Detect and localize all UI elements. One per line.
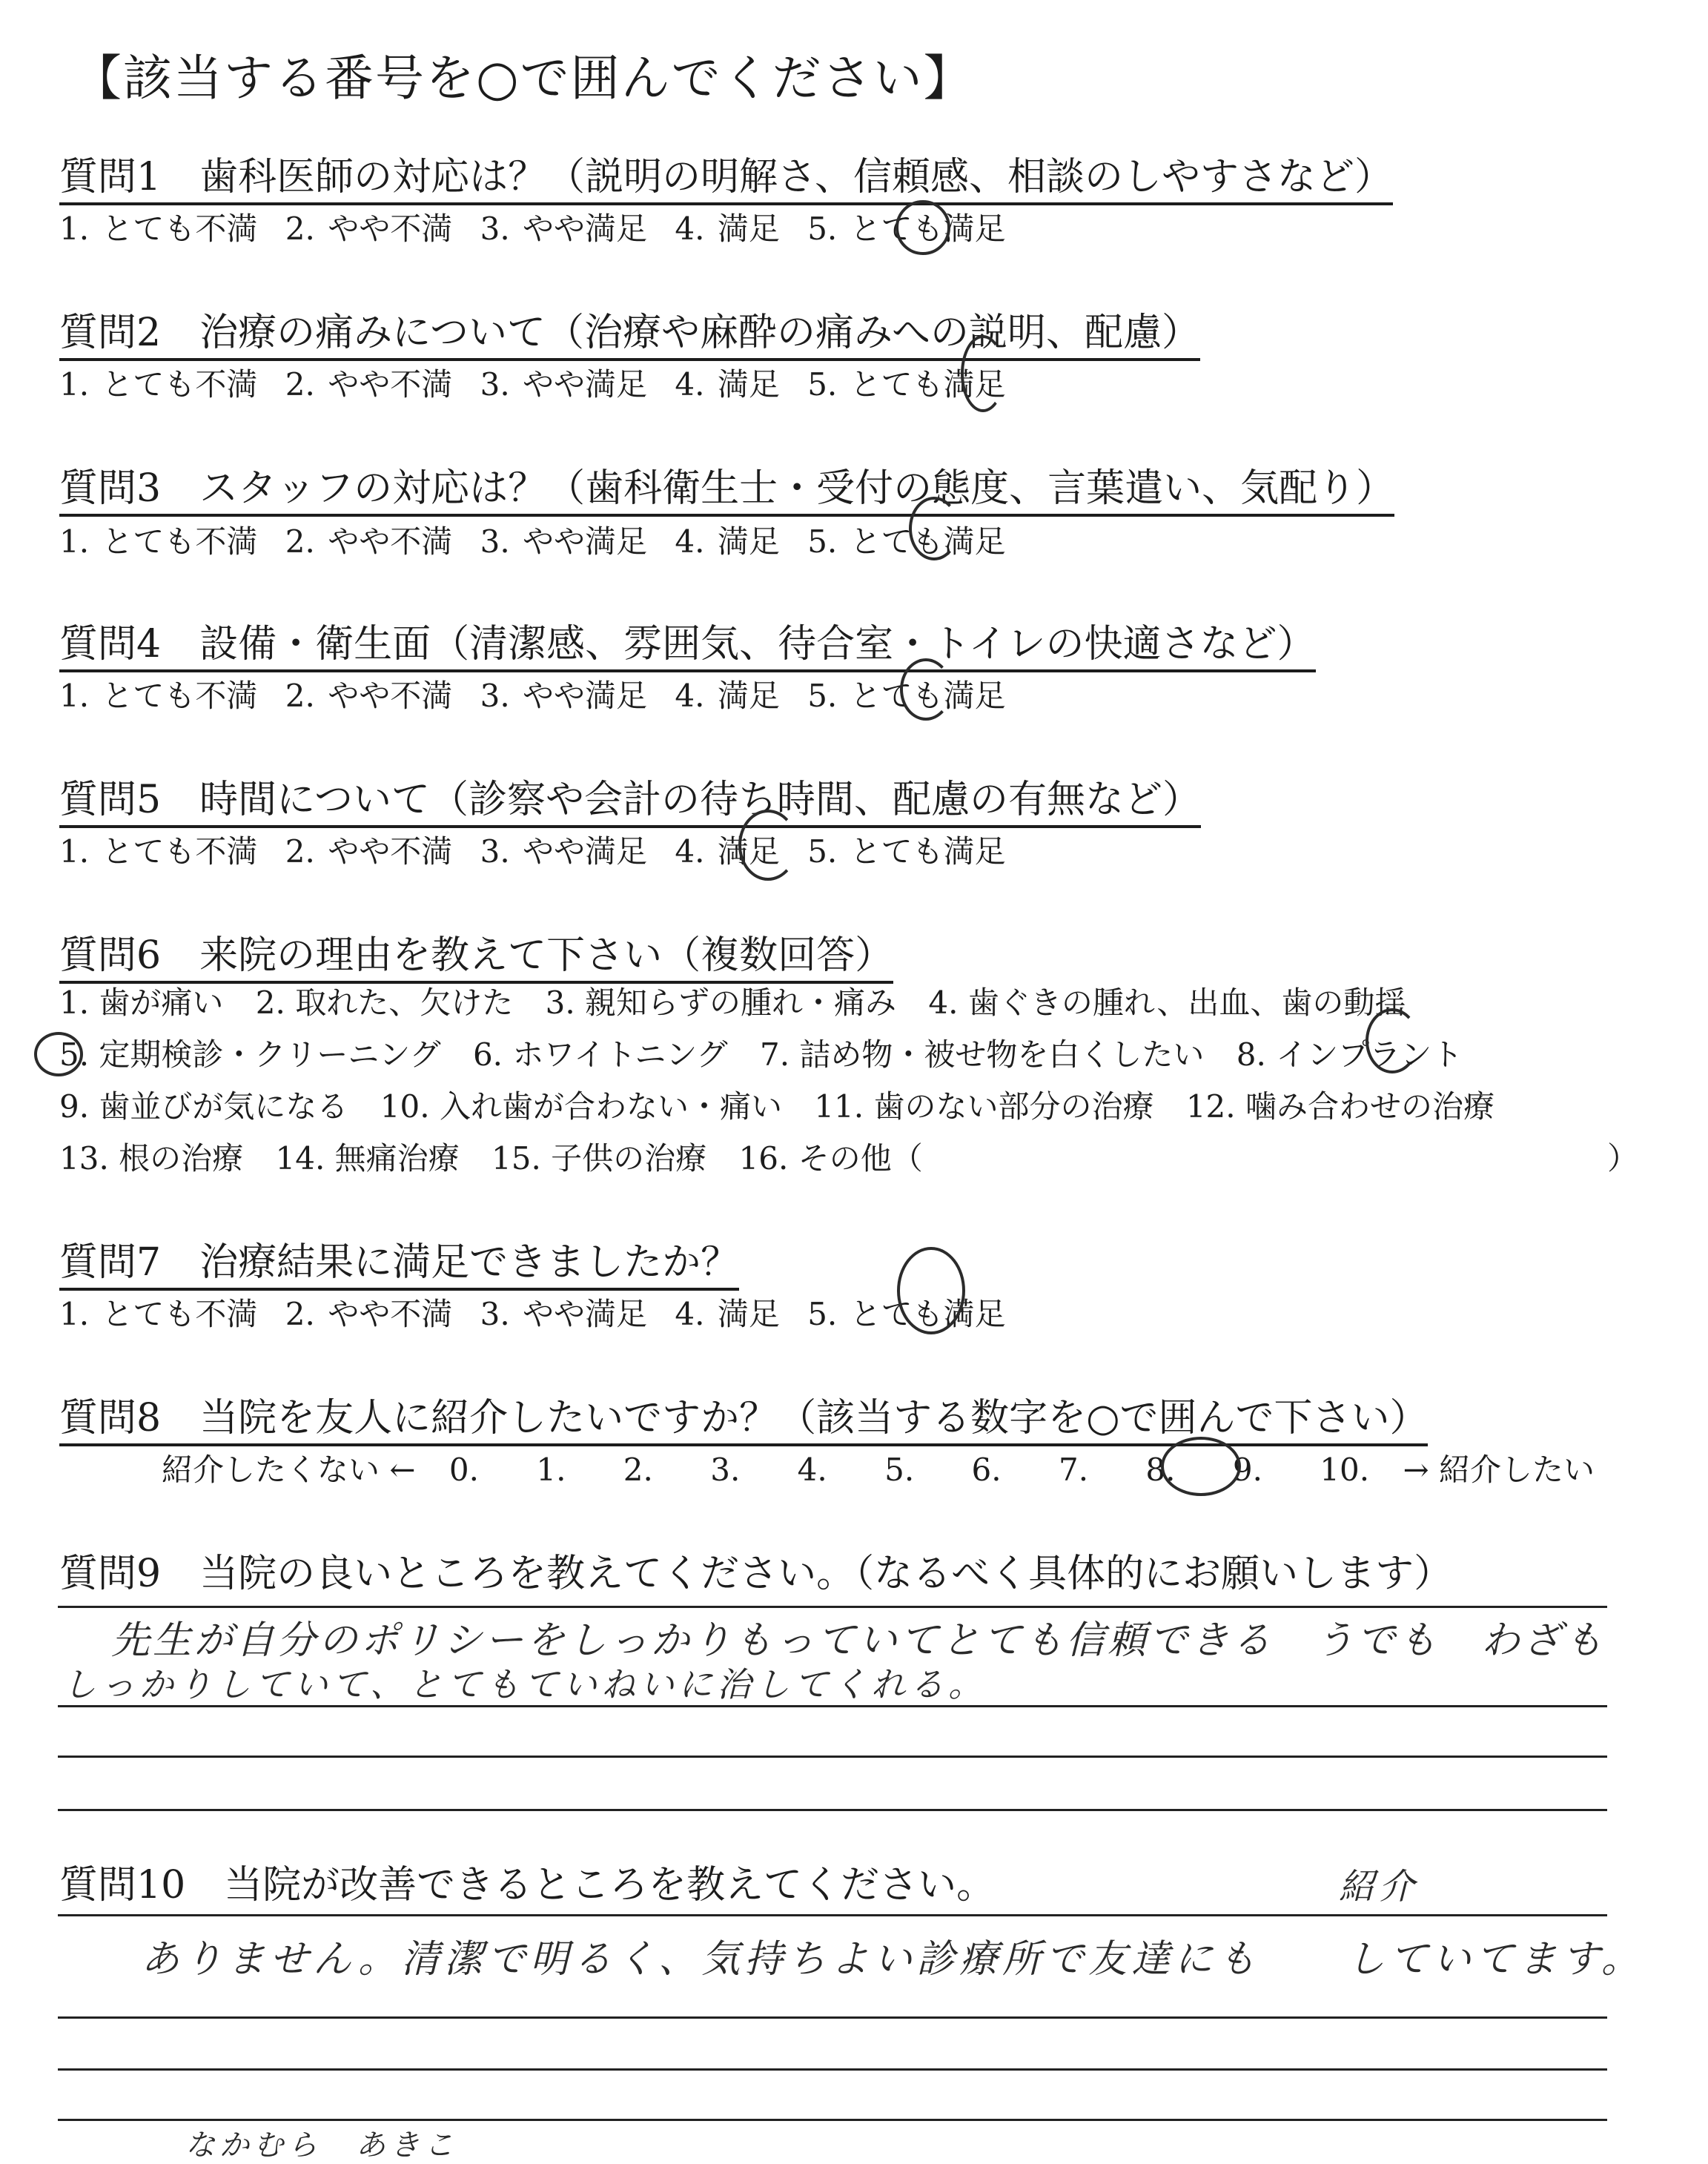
question-5-options [59,827,1021,872]
q6-option-1[interactable]: 1. 歯が痛い [59,985,224,1021]
q2-option-4[interactable]: 4. 満足 [675,366,780,403]
q6-option-8[interactable]: 8. インプラント [1236,1036,1463,1073]
q2-option-2[interactable]: 2. やや不満 [285,366,453,403]
q6-option-9[interactable]: 9. 歯並びが気になる [59,1088,348,1125]
q4-option-2[interactable]: 2. やや不満 [285,678,453,714]
q3-option-2[interactable]: 2. やや不満 [285,523,453,560]
q7-option-5[interactable]: 5. とても満足 [807,1296,1006,1332]
question-1-options [59,205,1021,249]
q5-option-1[interactable]: 1. とても不満 [59,833,258,870]
q6-row-2 [59,1030,1485,1075]
question-9-label: 質問9 当院の良いところを教えてください。（なるべく具体的にお願いします） [59,1552,1453,1596]
q6-other-close-paren: ） [1607,1140,1639,1177]
question-1-label: 質問1 歯科医師の対応は？（説明の明解さ、信頼感、相談のしやすさなど） [59,145,1393,205]
q8-score-5[interactable]: 5. [884,1452,915,1488]
q8-left-label: 紹介したくない ← [162,1452,416,1488]
q6-option-12[interactable]: 12. 噛み合わせの治療 [1185,1088,1494,1125]
q10-insertion-note: 紹介 [1339,1866,1420,1907]
question-2-label: 質問2 治療の痛みについて（治療や麻酔の痛みへの説明、配慮） [59,301,1200,361]
q2-option-3[interactable]: 3. やや満足 [480,366,648,403]
q6-option-14[interactable]: 14. 無痛治療 [275,1140,460,1177]
q5-option-4[interactable]: 4. 満足 [675,833,780,870]
q6-row-4 [59,1134,945,1179]
q1-option-2[interactable]: 2. やや不満 [285,211,453,247]
q9-answer-line-2[interactable]: しっかりしていて、とてもていねいに治してくれる。 [62,1664,987,1704]
q8-score-1[interactable]: 1. [536,1452,566,1488]
q8-score-6[interactable]: 6. [971,1452,1002,1488]
q6-option-6[interactable]: 6. ホワイトニング [472,1036,728,1073]
q8-score-8[interactable]: 8. [1145,1452,1176,1488]
question-5-label: 質問5 時間について（診察や会計の待ち時間、配慮の有無など） [59,768,1201,828]
q6-option-5[interactable]: 5. 定期検診・クリーニング [59,1036,441,1073]
q10-answer-line-1[interactable]: ありません。清潔で明るく、気持ちよい診療所で友達にも していてます。 [141,1937,1644,1982]
q6-row-3 [59,1082,1517,1127]
footer-handwritten-name: なかむら あきこ [185,2128,458,2163]
q3-option-1[interactable]: 1. とても不満 [59,523,258,560]
q4-option-3[interactable]: 3. やや満足 [480,678,648,714]
q1-option-4[interactable]: 4. 満足 [675,211,780,247]
q1-option-1[interactable]: 1. とても不満 [59,211,258,247]
q9-line-4 [58,1809,1607,1811]
question-6-label: 質問6 来院の理由を教えて下さい（複数回答） [59,924,893,984]
q6-option-13[interactable]: 13. 根の治療 [59,1140,244,1177]
q5-option-3[interactable]: 3. やや満足 [480,833,648,870]
q6-option-10[interactable]: 10. 入れ歯が合わない・痛い [380,1088,782,1125]
q8-score-3[interactable]: 3. [710,1452,741,1488]
q7-option-3[interactable]: 3. やや満足 [480,1296,648,1332]
q8-score-2[interactable]: 2. [623,1452,653,1488]
q9-answer-line-1[interactable]: 先生が自分のポリシーをしっかりもっていてとても信頼できる うでも わざも [111,1618,1606,1663]
question-2-options [59,360,1021,405]
q4-option-5[interactable]: 5. とても満足 [807,678,1006,714]
q8-score-10[interactable]: 10. [1320,1452,1370,1488]
q1-option-5[interactable]: 5. とても満足 [807,211,1006,247]
q8-score-9[interactable]: 9. [1232,1452,1262,1488]
q8-score-7[interactable]: 7. [1058,1452,1089,1488]
q3-option-5[interactable]: 5. とても満足 [807,523,1006,560]
q7-option-4[interactable]: 4. 満足 [675,1296,780,1332]
question-7-label: 質問7 治療結果に満足できましたか？ [59,1231,739,1291]
q6-option-2[interactable]: 2. 取れた、欠けた [255,985,514,1021]
question-8-label: 質問8 当院を友人に紹介したいですか？（該当する数字を○で囲んで下さい） [59,1386,1428,1446]
q10-line-3 [58,2068,1607,2071]
q6-option-3[interactable]: 3. 親知らずの腫れ・痛み [545,985,897,1021]
q6-option-4[interactable]: 4. 歯ぐきの腫れ、出血、歯の動揺 [928,985,1406,1021]
q10-line-4 [58,2119,1607,2121]
q8-right-label: → 紹介したい [1403,1452,1595,1488]
q2-option-1[interactable]: 1. とても不満 [59,366,258,403]
q6-option-7[interactable]: 7. 詰め物・被せ物を白くしたい [759,1036,1205,1073]
q3-option-3[interactable]: 3. やや満足 [480,523,648,560]
q6-option-16[interactable]: 16. その他（ [738,1140,923,1177]
q3-option-4[interactable]: 4. 満足 [675,523,780,560]
q1-option-3[interactable]: 3. やや満足 [480,211,648,247]
q7-option-1[interactable]: 1. とても不満 [59,1296,258,1332]
question-3-label: 質問3 スタッフの対応は？（歯科衛生士・受付の態度、言葉遣い、気配り） [59,457,1394,517]
page-title: 【該当する番号を○で囲んでください】 [73,50,974,107]
q5-option-2[interactable]: 2. やや不満 [285,833,453,870]
question-3-options [59,517,1021,562]
q6-option-15[interactable]: 15. 子供の治療 [491,1140,707,1177]
q2-option-5[interactable]: 5. とても満足 [807,366,1006,403]
question-7-options [59,1290,1021,1334]
q4-option-4[interactable]: 4. 満足 [675,678,780,714]
q5-option-5[interactable]: 5. とても満足 [807,833,1006,870]
question-4-label: 質問4 設備・衛生面（清潔感、雰囲気、待合室・トイレの快適さなど） [59,612,1316,672]
q10-line-1 [58,1914,1607,1916]
q10-line-2 [58,2016,1607,2019]
q4-option-1[interactable]: 1. とても不満 [59,678,258,714]
q7-option-2[interactable]: 2. やや不満 [285,1296,453,1332]
q8-score-0[interactable]: 0. [448,1452,479,1488]
q6-row-1 [59,979,1428,1023]
q9-line-3 [58,1756,1607,1758]
q6-option-11[interactable]: 11. 歯のない部分の治療 [814,1088,1154,1125]
q8-score-4[interactable]: 4. [797,1452,827,1488]
q8-scale [162,1446,1595,1490]
question-4-options [59,672,1021,716]
q9-line-1 [58,1606,1607,1608]
question-10-label: 質問10 当院が改善できるところを教えてください。 [59,1863,996,1907]
